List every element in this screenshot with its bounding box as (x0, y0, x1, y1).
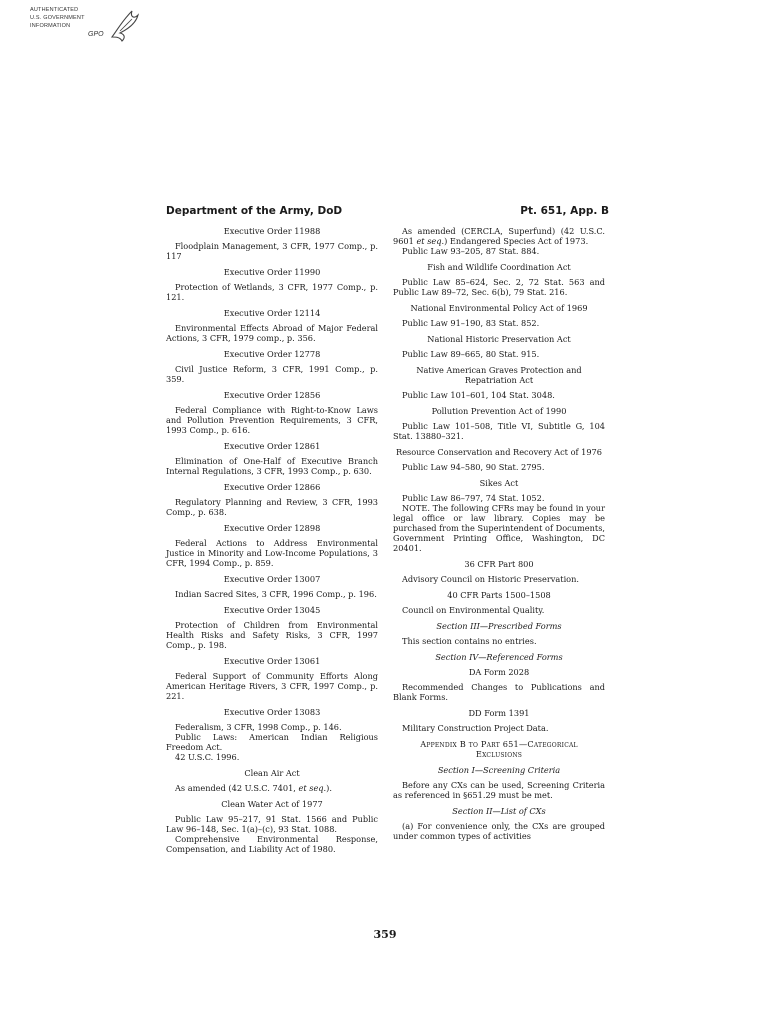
paragraph-wetlands: Protection of Wetlands, 3 CFR, 1977 Comp., p. 121. (166, 282, 378, 302)
appendix-title-line-1: Appendix B to Part 651—Categorical (420, 739, 578, 749)
paragraph-elimination: Elimination of One-Half of Executive Branch Internal Regulations, 3 CFR, 1993 Comp., p. 630. (166, 456, 378, 476)
heading-section-4: Section IV—Referenced Forms (435, 652, 563, 662)
paragraph-clean-water-citation: Public Law 95–217, 91 Stat. 1566 and Public Law 96–148, Sec. 1(a)–(c), 93 Stat. 1088. (166, 814, 378, 834)
note-label: NOTE. (402, 503, 430, 513)
cercla-et-seq: et seq. (416, 236, 445, 246)
seal-line-2: U.S. GOVERNMENT (30, 15, 85, 21)
paragraph-heritage-rivers: Federal Support of Community Efforts Along American Heritage Rivers, 3 CFR, 1997 Comp., p. 221. (166, 671, 378, 701)
paragraph-pl-93-205: Public Law 93–205, 87 Stat. 884. (402, 246, 540, 256)
eagle-icon (108, 7, 140, 43)
heading-eo-11988: Executive Order 11988 (223, 226, 321, 236)
heading-rcra: Resource Conservation and Recovery Act of 1976 (396, 447, 602, 457)
paragraph-no-entries: This section contains no entries. (402, 636, 537, 646)
note-text: The following CFRs may be found in your legal office or law library. Copies may be purchased from the Superintendent of Documents, Government Printing Office, Washington, DC 20401. (393, 503, 605, 553)
paragraph-note (393, 503, 605, 553)
heading-eo-12114: Executive Order 12114 (223, 308, 321, 318)
paragraph-da-form-2028: Recommended Changes to Publications and Blank Forms. (393, 682, 605, 702)
heading-da-form-2028: DA Form 2028 (468, 667, 530, 677)
paragraph-nhpa-citation: Public Law 89–665, 80 Stat. 915. (402, 349, 540, 359)
heading-eo-12778: Executive Order 12778 (223, 349, 321, 359)
heading-section-1: Section I—Screening Criteria (437, 765, 561, 775)
paragraph-dd-form-1391: Military Construction Project Data. (402, 723, 549, 733)
heading-eo-12861: Executive Order 12861 (223, 441, 321, 451)
gpo-logo-text: GPO (88, 31, 104, 38)
heading-eo-13061: Executive Order 13061 (223, 656, 321, 666)
paragraph-fish-wildlife-citation: Public Law 85–624, Sec. 2, 72 Stat. 563 and Public Law 89–72, Sec. 6(b), 79 Stat. 216. (393, 277, 605, 297)
paragraph-environmental-justice: Federal Actions to Address Environmental Justice in Minority and Low-Income Populations, 3 CFR, 1994 Comp., p. 859. (166, 538, 378, 568)
left-column (166, 226, 378, 857)
cercla-post: ) Endangered Species Act of 1973. (444, 236, 589, 246)
paragraph-pollution-prevention-citation: Public Law 101–508, Title VI, Subtitle G, 104 Stat. 13880–321. (393, 421, 605, 441)
heading-section-3: Section III—Prescribed Forms (436, 621, 562, 631)
paragraph-cercla-title: Comprehensive Environmental Response, Compensation, and Liability Act of 1980. (166, 834, 378, 854)
heading-eo-13045: Executive Order 13045 (223, 605, 321, 615)
paragraph-right-to-know: Federal Compliance with Right-to-Know Laws and Pollution Prevention Requirements, 3 CFR, 1993 Comp., p. 616. (166, 405, 378, 435)
clean-air-post: ). (326, 783, 332, 793)
clean-air-pre: As amended (42 U.S.C. 7401, (175, 783, 299, 793)
appendix-title-line-2: Exclusions (475, 749, 523, 759)
paragraph-federalism: Federalism, 3 CFR, 1998 Comp., p. 146. (175, 722, 342, 732)
heading-nepa: National Environmental Policy Act of 1969 (410, 303, 588, 313)
cercla-pre: As amended (CERCLA, Superfund) (42 U.S.C. 9601 (393, 226, 605, 246)
running-head-agency: Department of the Army, DoD (166, 205, 343, 217)
paragraph-regulatory-planning: Regulatory Planning and Review, 3 CFR, 1993 Comp., p. 638. (166, 497, 378, 517)
paragraph-public-laws: Public Laws: American Indian Religious Freedom Act. (166, 732, 378, 752)
paragraph-effects-abroad: Environmental Effects Abroad of Major Federal Actions, 3 CFR, 1979 comp., p. 356. (166, 323, 378, 343)
heading-clean-water-act: Clean Water Act of 1977 (221, 799, 323, 809)
paragraph-ceq: Council on Environmental Quality. (402, 605, 545, 615)
paragraph-list-of-cxs: (a) For convenience only, the CXs are grouped under common types of activities (393, 821, 605, 841)
paragraph-rcra-citation: Public Law 94–580, 90 Stat. 2795. (402, 462, 545, 472)
paragraph-clean-air-citation (166, 783, 378, 793)
heading-pollution-prevention: Pollution Prevention Act of 1990 (431, 406, 567, 416)
seal-line-3: INFORMATION (30, 23, 71, 29)
page-number: 359 (373, 928, 397, 941)
gpo-authentication-seal (30, 5, 142, 47)
heading-36-cfr-800: 36 CFR Part 800 (464, 559, 534, 569)
heading-eo-12898: Executive Order 12898 (223, 523, 321, 533)
clean-air-et-seq: et seq. (298, 783, 327, 793)
heading-eo-13007: Executive Order 13007 (223, 574, 321, 584)
heading-dd-form-1391: DD Form 1391 (468, 708, 530, 718)
heading-nagpra: Native American Graves Protection and Repatriation Act (416, 365, 582, 385)
heading-eo-11990: Executive Order 11990 (223, 267, 321, 277)
heading-eo-13083: Executive Order 13083 (223, 707, 321, 717)
paragraph-civil-justice: Civil Justice Reform, 3 CFR, 1991 Comp., p. 359. (166, 364, 378, 384)
paragraph-protection-of-children: Protection of Children from Environmental Health Risks and Safety Risks, 3 CFR, 1997 Comp., p. 198. (166, 620, 378, 650)
heading-section-2: Section II—List of CXs (452, 806, 546, 816)
right-column (393, 226, 605, 844)
paragraph-nagpra-citation: Public Law 101–601, 104 Stat. 3048. (402, 390, 555, 400)
paragraph-cercla-citation (393, 226, 605, 246)
seal-line-1: AUTHENTICATED (30, 7, 79, 13)
appendix-b-title (393, 739, 605, 759)
heading-eo-12856: Executive Order 12856 (223, 390, 321, 400)
running-head-part: Pt. 651, App. B (520, 205, 609, 217)
paragraph-usc-1996: 42 U.S.C. 1996. (175, 752, 240, 762)
paragraph-sacred-sites: Indian Sacred Sites, 3 CFR, 1996 Comp., p. 196. (175, 589, 377, 599)
heading-40-cfr-1500: 40 CFR Parts 1500–1508 (447, 590, 551, 600)
heading-eo-12866: Executive Order 12866 (223, 482, 321, 492)
paragraph-sikes-citation: Public Law 86–797, 74 Stat. 1052. (402, 493, 545, 503)
paragraph-screening-criteria: Before any CXs can be used, Screening Criteria as referenced in §651.29 must be met. (393, 780, 605, 800)
paragraph-advisory-council: Advisory Council on Historic Preservation. (402, 574, 579, 584)
paragraph-nepa-citation: Public Law 91–190, 83 Stat. 852. (402, 318, 540, 328)
heading-nhpa: National Historic Preservation Act (427, 334, 571, 344)
paragraph-floodplain: Floodplain Management, 3 CFR, 1977 Comp., p. 117 (166, 241, 378, 261)
heading-sikes-act: Sikes Act (479, 478, 519, 488)
heading-fish-wildlife: Fish and Wildlife Coordination Act (427, 262, 571, 272)
heading-clean-air-act: Clean Air Act (244, 768, 300, 778)
